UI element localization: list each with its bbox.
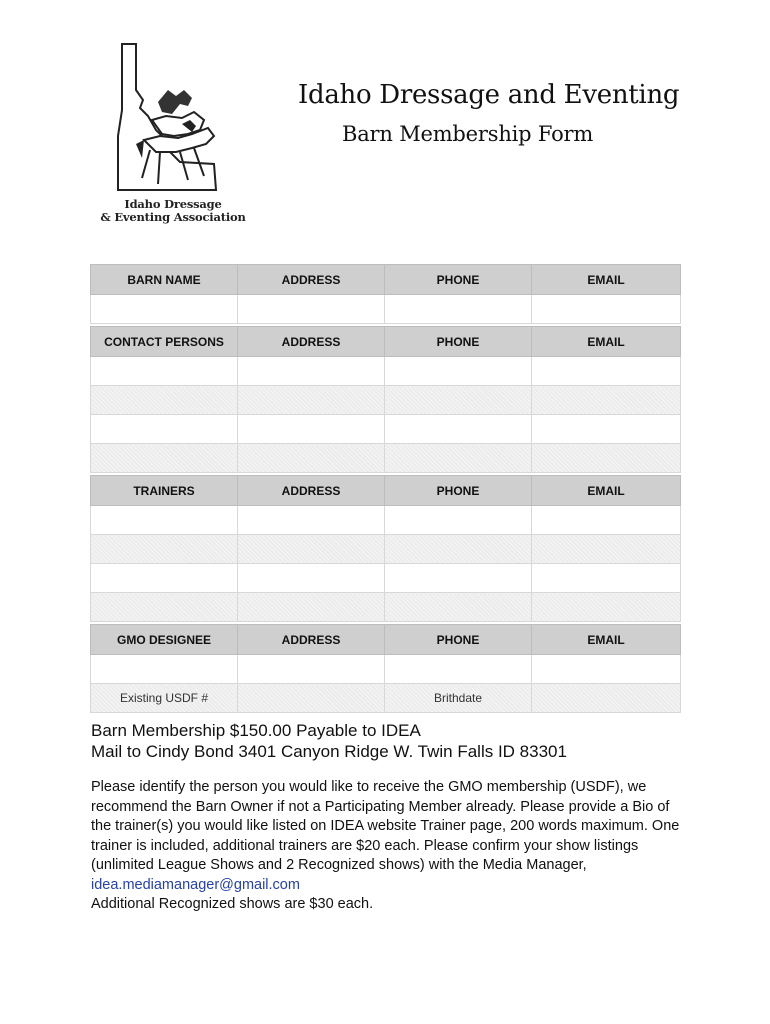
trainer-name-field[interactable] — [91, 506, 238, 535]
trainers-header-row — [91, 476, 681, 506]
trainer-address-field[interactable] — [238, 506, 385, 535]
usdf-number-label: Existing USDF # — [91, 684, 238, 713]
gmo-header-row — [91, 625, 681, 655]
contact-header-row — [91, 327, 681, 357]
barn-address-field[interactable] — [238, 295, 385, 324]
contact-address-field[interactable] — [238, 415, 385, 444]
contact-address-field[interactable] — [238, 386, 385, 415]
trainer-email-field[interactable] — [532, 535, 681, 564]
barn-input-row — [91, 295, 681, 324]
instructions-paragraph — [91, 778, 691, 915]
contact-persons-header: CONTACT PERSONS — [91, 327, 238, 357]
contact-phone-field[interactable] — [385, 444, 532, 473]
trainer-input-row — [91, 593, 681, 622]
barn-name-field[interactable] — [91, 295, 238, 324]
usdf-number-field[interactable] — [238, 684, 385, 713]
barn-phone-header: PHONE — [385, 265, 532, 295]
page-subtitle: Barn Membership Form — [342, 122, 594, 146]
trainer-email-field[interactable] — [532, 593, 681, 622]
contact-name-field[interactable] — [91, 357, 238, 386]
trainer-address-field[interactable] — [238, 593, 385, 622]
trainer-input-row — [91, 564, 681, 593]
barn-phone-field[interactable] — [385, 295, 532, 324]
contact-address-field[interactable] — [238, 444, 385, 473]
contact-input-row — [91, 386, 681, 415]
contact-email-field[interactable] — [532, 357, 681, 386]
trainer-address-field[interactable] — [238, 535, 385, 564]
barn-name-header: BARN NAME — [91, 265, 238, 295]
birthdate-label: Brithdate — [385, 684, 532, 713]
instructions-text: Please identify the person you would like to receive the GMO membership (USDF), we recommend the Barn Owner if not a Participating Member already. Please provide a Bio of the trainer(s) you would like listed on IDEA website Trainer page, 200 words maximum. One trainer is included, additional trainers are $20 each. Please confirm your show listings (unlimited League Shows and 2 Recognized shows) with the Media Manager, — [91, 779, 680, 873]
gmo-input-row — [91, 655, 681, 684]
gmo-name-field[interactable] — [91, 655, 238, 684]
logo-line-2: & Eventing Association — [100, 210, 246, 224]
trainer-email-field[interactable] — [532, 564, 681, 593]
contact-name-field[interactable] — [91, 415, 238, 444]
trainer-address-field[interactable] — [238, 564, 385, 593]
trainer-name-field[interactable] — [91, 593, 238, 622]
trainers-header: TRAINERS — [91, 476, 238, 506]
additional-shows-note: Additional Recognized shows are $30 each. — [91, 896, 374, 912]
contact-email-field[interactable] — [532, 444, 681, 473]
trainer-email-header: EMAIL — [532, 476, 681, 506]
trainer-name-field[interactable] — [91, 564, 238, 593]
gmo-phone-field[interactable] — [385, 655, 532, 684]
contact-name-field[interactable] — [91, 444, 238, 473]
trainer-input-row — [91, 506, 681, 535]
trainer-phone-field[interactable] — [385, 535, 532, 564]
trainer-input-row — [91, 535, 681, 564]
membership-table — [90, 264, 681, 713]
idea-logo — [96, 40, 246, 230]
contact-phone-field[interactable] — [385, 357, 532, 386]
trainer-email-field[interactable] — [532, 506, 681, 535]
gmo-address-field[interactable] — [238, 655, 385, 684]
gmo-designee-header: GMO DESIGNEE — [91, 625, 238, 655]
barn-address-header: ADDRESS — [238, 265, 385, 295]
gmo-address-header: ADDRESS — [238, 625, 385, 655]
logo-line-1: Idaho Dressage — [124, 197, 222, 211]
contact-input-row — [91, 357, 681, 386]
contact-email-header: EMAIL — [532, 327, 681, 357]
barn-header-row — [91, 265, 681, 295]
contact-email-field[interactable] — [532, 415, 681, 444]
page-title: Idaho Dressage and Eventing — [298, 80, 680, 110]
contact-phone-header: PHONE — [385, 327, 532, 357]
trainer-phone-field[interactable] — [385, 593, 532, 622]
trainer-phone-field[interactable] — [385, 506, 532, 535]
contact-input-row — [91, 415, 681, 444]
payment-amount: Barn Membership $150.00 Payable to IDEA — [91, 721, 421, 740]
contact-phone-field[interactable] — [385, 415, 532, 444]
contact-input-row — [91, 444, 681, 473]
trainer-name-field[interactable] — [91, 535, 238, 564]
contact-name-field[interactable] — [91, 386, 238, 415]
contact-address-header: ADDRESS — [238, 327, 385, 357]
idaho-horse-emblem-icon — [96, 40, 246, 200]
contact-phone-field[interactable] — [385, 386, 532, 415]
gmo-phone-header: PHONE — [385, 625, 532, 655]
contact-email-field[interactable] — [532, 386, 681, 415]
trainer-phone-header: PHONE — [385, 476, 532, 506]
payment-info — [91, 720, 567, 762]
trainer-phone-field[interactable] — [385, 564, 532, 593]
gmo-email-header: EMAIL — [532, 625, 681, 655]
birthdate-field[interactable] — [532, 684, 681, 713]
media-manager-email-link[interactable]: idea.mediamanager@gmail.com — [91, 876, 300, 893]
logo-caption — [100, 198, 246, 224]
mailing-address: Mail to Cindy Bond 3401 Canyon Ridge W. Twin Falls ID 83301 — [91, 742, 567, 761]
barn-email-header: EMAIL — [532, 265, 681, 295]
contact-address-field[interactable] — [238, 357, 385, 386]
barn-email-field[interactable] — [532, 295, 681, 324]
gmo-email-field[interactable] — [532, 655, 681, 684]
trainer-address-header: ADDRESS — [238, 476, 385, 506]
gmo-details-row — [91, 684, 681, 713]
